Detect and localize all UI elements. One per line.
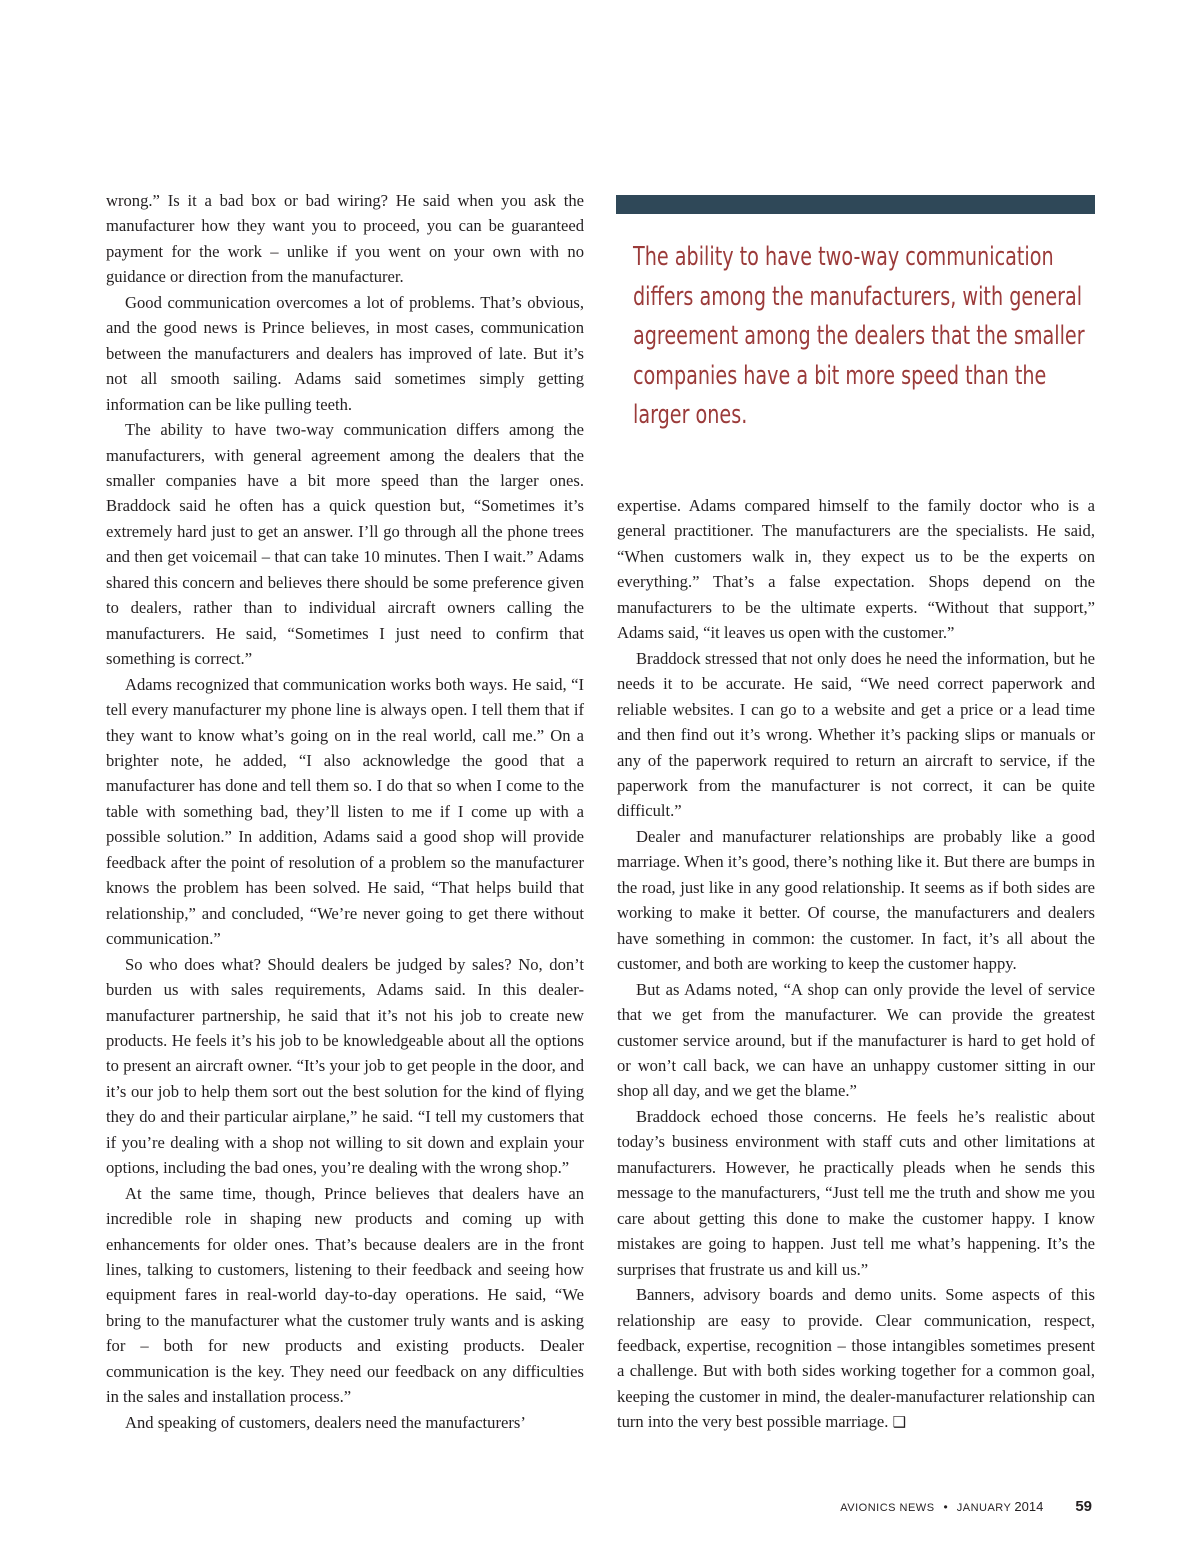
pull-quote-bar bbox=[616, 195, 1095, 214]
paragraph: expertise. Adams compared himself to the family doctor who is a general practitioner. The manufacturers are the specialists. He said, “When customers walk in, they expect us to be the experts on everything.” That’s a false expectation. Shops depend on the manufacturers to be the ultimate experts. “Without that support,” Adams said, “it leaves us open with the customer.” bbox=[617, 496, 1095, 643]
paragraph: Dealer and manufacturer relationships are probably like a good marriage. When it’s good, there’s nothing like it. But there are bumps in the road, just like in any good relationship. It seems as if both sides are working to make it better. Of course, the manufacturers and dealers have something in common: the customer. In fact, it’s all about the customer, and both are working to keep the customer happy. bbox=[617, 826, 1095, 974]
paragraph: And speaking of customers, dealers need the manufacturers’ bbox=[125, 1412, 526, 1432]
paragraph: The ability to have two-way communication differs among the manufacturers, with general agreement among the dealers that the smaller companies have a bit more speed than the larger ones. Braddock said he often has a quick question but, “Sometimes it’s extremely hard just to get an answer. I’ll go through all the phone trees and then get voicemail – that can take 10 minutes. Then I wait.” Adams shared this concern and believes there should be some preference given to dealers, rather than to individual aircraft owners calling the manufacturers. He said, “Sometimes I just need to confirm that something is correct.” bbox=[106, 420, 584, 669]
article-left-column bbox=[106, 188, 584, 1435]
paragraph: Braddock echoed those concerns. He feels he’s realistic about today’s business environment with staff cuts and other limitations at manufacturers. However, he practically pleads when he sends this message to the manufacturers, “Just tell me the truth and show me you care about getting this done to make the customer happy. I know mistakes are going to happen. Just tell me what’s happening. It’s the surprises that frustrate us and kill us.” bbox=[617, 1106, 1095, 1279]
paragraph: Good communication overcomes a lot of problems. That’s obvious, and the good news is Prince believes, in most cases, communication between the manufacturers and dealers has improved of late. But it’s not all smooth sailing. Adams said sometimes simply getting information can be like pulling teeth. bbox=[106, 292, 584, 414]
paragraph-text: Banners, advisory boards and demo units. Some aspects of this relationship are easy to provide. Clear communication, respect, feedback, expertise, recognition – those intangibles sometimes present a challenge. But with both sides working together for a common goal, keeping the customer in mind, the dealer-manufacturer relationship can turn into the very best possible marriage. bbox=[617, 1285, 1095, 1432]
paragraph: At the same time, though, Prince believes that dealers have an incredible role in shaping new products and coming up with enhancements for older ones. That’s because dealers are in the front lines, talking to customers, listening to their feedback and seeing how equipment fares in real-world day-to-day operations. He said, “We bring to the manufacturer what the customer truly wants and is asking for – both for new products and existing products. Dealer communication is the key. They need our feedback on any difficulties in the sales and installation process.” bbox=[106, 1183, 584, 1407]
paragraph bbox=[617, 1282, 1095, 1436]
pull-quote: The ability to have two-way communication differs among the manufacturers, with general agreement among the dealers that the smaller companies have a bit more speed than the larger ones. bbox=[633, 242, 1085, 430]
magazine-name: AVIONICS NEWS bbox=[840, 1502, 935, 1514]
paragraph: So who does what? Should dealers be judged by sales? No, don’t burden us with sales requirements, Adams said. In this dealer-manufacturer partnership, he said that it’s not his job to create new products. He feels it’s his job to be knowledgeable about all the options to present an aircraft owner. “It’s your job to get people in the door, and it’s our job to help them sort out the best solution for the kind of flying they do and their particular airplane,” he said. “I tell my customers that if you’re dealing with a shop not willing to sit down and explain your options, including the bad ones, you’re dealing with the wrong shop.” bbox=[106, 954, 584, 1178]
issue-month: JANUARY bbox=[956, 1502, 1012, 1514]
footer-separator: • bbox=[943, 1500, 948, 1514]
end-of-article-icon: ❑ bbox=[892, 1413, 907, 1432]
paragraph: wrong.” Is it a bad box or bad wiring? He said when you ask the manufacturer how they want you to proceed, you can be guaranteed payment for the work – unlike if you went on your own with no guidance or direction from the manufacturer. bbox=[106, 191, 584, 287]
article-right-column bbox=[617, 493, 1095, 1436]
paragraph: Braddock stressed that not only does he need the information, but he needs it to be accurate. He said, “We need correct paperwork and reliable websites. I can go to a website and get a price or a lead time and then find out it’s wrong. Whether it’s packing slips or manuals or any of the paperwork required to return an aircraft to service, if the paperwork from the manufacturer is not correct, it can be quite difficult.” bbox=[617, 648, 1095, 821]
paragraph: But as Adams noted, “A shop can only provide the level of service that we get from the manufacturer. We can provide the greatest customer service around, but if the manufacturer is hard to get hold of or won’t call back, we can have an unhappy customer sitting in our shop all day, and we get the blame.” bbox=[617, 979, 1095, 1101]
page-footer bbox=[840, 1498, 1092, 1515]
issue-year: 2014 bbox=[1014, 1499, 1044, 1514]
paragraph: Adams recognized that communication works both ways. He said, “I tell every manufacturer my phone line is always open. I tell them that if they want to know what’s going on in the real world, call me.” On a brighter note, he added, “I also acknowledge the good that a manufacturer has done and tell them so. I do that so when I come to the table with something bad, they’ll listen to me if I come up with a possible solution.” In addition, Adams said a good shop will provide feedback after the point of resolution of a problem so the manufacturer knows the problem has been solved. He said, “That helps build that relationship,” and concluded, “We’re never going to get there without communication.” bbox=[106, 674, 584, 949]
page-number: 59 bbox=[1075, 1498, 1092, 1515]
